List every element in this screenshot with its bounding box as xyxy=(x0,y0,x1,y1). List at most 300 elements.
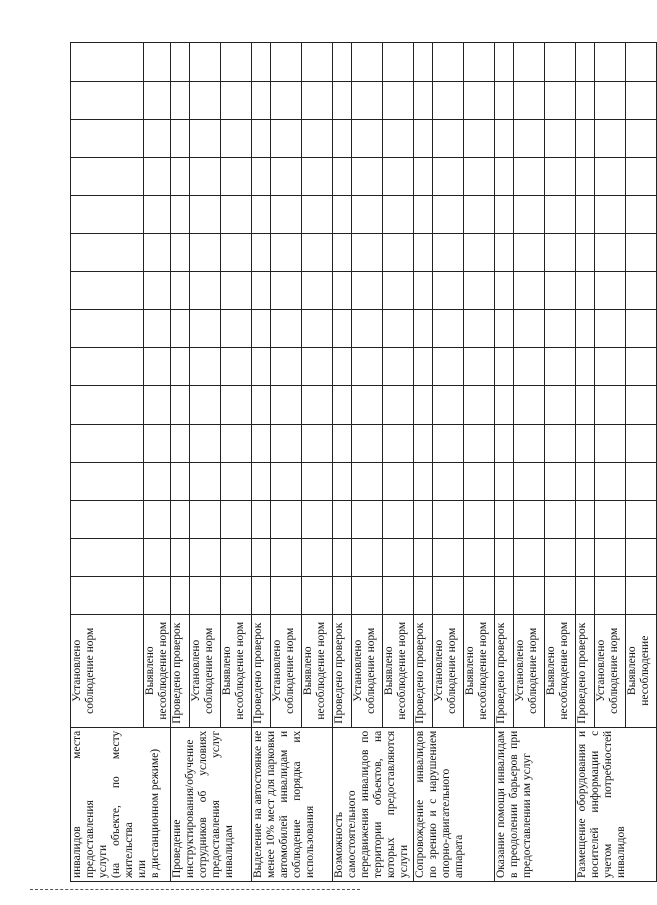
value-cell[interactable] xyxy=(333,43,352,82)
value-cell[interactable] xyxy=(595,462,626,500)
value-cell[interactable] xyxy=(576,272,595,310)
value-cell[interactable] xyxy=(144,500,171,538)
value-cell[interactable] xyxy=(302,196,333,234)
value-cell[interactable] xyxy=(433,538,464,576)
value-cell[interactable] xyxy=(595,424,626,462)
value-cell[interactable] xyxy=(71,43,144,82)
value-cell[interactable] xyxy=(171,120,190,158)
value-cell[interactable] xyxy=(414,500,433,538)
value-cell[interactable] xyxy=(433,272,464,310)
value-cell[interactable] xyxy=(144,196,171,234)
value-cell[interactable] xyxy=(495,234,514,272)
value-cell[interactable] xyxy=(271,234,302,272)
value-cell[interactable] xyxy=(433,348,464,386)
value-cell[interactable] xyxy=(352,500,383,538)
value-cell[interactable] xyxy=(71,158,144,196)
value-cell[interactable] xyxy=(71,386,144,424)
value-cell[interactable] xyxy=(576,500,595,538)
value-cell[interactable] xyxy=(626,158,657,196)
value-cell[interactable] xyxy=(433,158,464,196)
value-cell[interactable] xyxy=(514,462,545,500)
value-cell[interactable] xyxy=(414,196,433,234)
value-cell[interactable] xyxy=(545,43,576,82)
value-cell[interactable] xyxy=(576,196,595,234)
value-cell[interactable] xyxy=(352,158,383,196)
value-cell[interactable] xyxy=(71,538,144,576)
value-cell[interactable] xyxy=(383,500,414,538)
value-cell[interactable] xyxy=(595,43,626,82)
value-cell[interactable] xyxy=(221,196,252,234)
value-cell[interactable] xyxy=(626,120,657,158)
value-cell[interactable] xyxy=(333,348,352,386)
value-cell[interactable] xyxy=(433,462,464,500)
value-cell[interactable] xyxy=(221,576,252,614)
value-cell[interactable] xyxy=(221,500,252,538)
value-cell[interactable] xyxy=(190,43,221,82)
value-cell[interactable] xyxy=(626,43,657,82)
value-cell[interactable] xyxy=(414,348,433,386)
value-cell[interactable] xyxy=(545,272,576,310)
value-cell[interactable] xyxy=(144,43,171,82)
value-cell[interactable] xyxy=(464,424,495,462)
value-cell[interactable] xyxy=(514,196,545,234)
value-cell[interactable] xyxy=(171,82,190,120)
value-cell[interactable] xyxy=(71,82,144,120)
value-cell[interactable] xyxy=(190,234,221,272)
value-cell[interactable] xyxy=(433,576,464,614)
value-cell[interactable] xyxy=(302,120,333,158)
value-cell[interactable] xyxy=(414,234,433,272)
value-cell[interactable] xyxy=(190,462,221,500)
value-cell[interactable] xyxy=(495,386,514,424)
value-cell[interactable] xyxy=(514,386,545,424)
value-cell[interactable] xyxy=(576,234,595,272)
value-cell[interactable] xyxy=(352,234,383,272)
value-cell[interactable] xyxy=(171,386,190,424)
value-cell[interactable] xyxy=(352,43,383,82)
value-cell[interactable] xyxy=(464,500,495,538)
value-cell[interactable] xyxy=(576,158,595,196)
value-cell[interactable] xyxy=(495,500,514,538)
value-cell[interactable] xyxy=(414,158,433,196)
value-cell[interactable] xyxy=(352,120,383,158)
value-cell[interactable] xyxy=(414,424,433,462)
value-cell[interactable] xyxy=(433,386,464,424)
value-cell[interactable] xyxy=(383,310,414,348)
value-cell[interactable] xyxy=(271,424,302,462)
value-cell[interactable] xyxy=(383,462,414,500)
value-cell[interactable] xyxy=(352,310,383,348)
value-cell[interactable] xyxy=(71,272,144,310)
value-cell[interactable] xyxy=(495,82,514,120)
value-cell[interactable] xyxy=(495,158,514,196)
value-cell[interactable] xyxy=(414,462,433,500)
value-cell[interactable] xyxy=(626,272,657,310)
value-cell[interactable] xyxy=(352,82,383,120)
value-cell[interactable] xyxy=(71,424,144,462)
value-cell[interactable] xyxy=(144,348,171,386)
value-cell[interactable] xyxy=(414,272,433,310)
value-cell[interactable] xyxy=(595,272,626,310)
value-cell[interactable] xyxy=(433,82,464,120)
value-cell[interactable] xyxy=(595,386,626,424)
value-cell[interactable] xyxy=(545,234,576,272)
value-cell[interactable] xyxy=(171,158,190,196)
value-cell[interactable] xyxy=(171,576,190,614)
value-cell[interactable] xyxy=(190,272,221,310)
value-cell[interactable] xyxy=(271,386,302,424)
value-cell[interactable] xyxy=(333,120,352,158)
value-cell[interactable] xyxy=(190,386,221,424)
value-cell[interactable] xyxy=(144,120,171,158)
value-cell[interactable] xyxy=(71,462,144,500)
value-cell[interactable] xyxy=(333,158,352,196)
value-cell[interactable] xyxy=(271,82,302,120)
value-cell[interactable] xyxy=(626,196,657,234)
value-cell[interactable] xyxy=(595,82,626,120)
value-cell[interactable] xyxy=(190,82,221,120)
value-cell[interactable] xyxy=(190,424,221,462)
value-cell[interactable] xyxy=(302,386,333,424)
value-cell[interactable] xyxy=(333,424,352,462)
value-cell[interactable] xyxy=(464,158,495,196)
value-cell[interactable] xyxy=(595,196,626,234)
value-cell[interactable] xyxy=(514,234,545,272)
value-cell[interactable] xyxy=(190,120,221,158)
value-cell[interactable] xyxy=(464,348,495,386)
value-cell[interactable] xyxy=(271,576,302,614)
value-cell[interactable] xyxy=(333,500,352,538)
value-cell[interactable] xyxy=(414,82,433,120)
value-cell[interactable] xyxy=(514,500,545,538)
value-cell[interactable] xyxy=(352,196,383,234)
value-cell[interactable] xyxy=(464,576,495,614)
value-cell[interactable] xyxy=(171,348,190,386)
value-cell[interactable] xyxy=(302,234,333,272)
value-cell[interactable] xyxy=(333,538,352,576)
value-cell[interactable] xyxy=(252,272,271,310)
value-cell[interactable] xyxy=(333,196,352,234)
value-cell[interactable] xyxy=(71,234,144,272)
value-cell[interactable] xyxy=(271,538,302,576)
value-cell[interactable] xyxy=(383,576,414,614)
value-cell[interactable] xyxy=(383,424,414,462)
value-cell[interactable] xyxy=(252,424,271,462)
value-cell[interactable] xyxy=(545,196,576,234)
value-cell[interactable] xyxy=(271,120,302,158)
value-cell[interactable] xyxy=(352,462,383,500)
value-cell[interactable] xyxy=(144,462,171,500)
value-cell[interactable] xyxy=(333,310,352,348)
value-cell[interactable] xyxy=(414,538,433,576)
value-cell[interactable] xyxy=(545,120,576,158)
value-cell[interactable] xyxy=(464,272,495,310)
value-cell[interactable] xyxy=(252,120,271,158)
value-cell[interactable] xyxy=(495,43,514,82)
value-cell[interactable] xyxy=(252,386,271,424)
value-cell[interactable] xyxy=(626,310,657,348)
value-cell[interactable] xyxy=(514,272,545,310)
value-cell[interactable] xyxy=(595,158,626,196)
value-cell[interactable] xyxy=(352,386,383,424)
value-cell[interactable] xyxy=(464,120,495,158)
value-cell[interactable] xyxy=(545,500,576,538)
value-cell[interactable] xyxy=(514,310,545,348)
value-cell[interactable] xyxy=(495,538,514,576)
value-cell[interactable] xyxy=(383,120,414,158)
value-cell[interactable] xyxy=(383,196,414,234)
value-cell[interactable] xyxy=(221,424,252,462)
value-cell[interactable] xyxy=(545,158,576,196)
value-cell[interactable] xyxy=(433,310,464,348)
value-cell[interactable] xyxy=(595,234,626,272)
value-cell[interactable] xyxy=(464,462,495,500)
value-cell[interactable] xyxy=(221,82,252,120)
value-cell[interactable] xyxy=(514,576,545,614)
value-cell[interactable] xyxy=(576,462,595,500)
value-cell[interactable] xyxy=(414,43,433,82)
value-cell[interactable] xyxy=(333,234,352,272)
value-cell[interactable] xyxy=(144,272,171,310)
value-cell[interactable] xyxy=(414,310,433,348)
value-cell[interactable] xyxy=(71,576,144,614)
value-cell[interactable] xyxy=(190,310,221,348)
value-cell[interactable] xyxy=(352,538,383,576)
value-cell[interactable] xyxy=(271,196,302,234)
value-cell[interactable] xyxy=(464,310,495,348)
value-cell[interactable] xyxy=(221,234,252,272)
value-cell[interactable] xyxy=(595,310,626,348)
value-cell[interactable] xyxy=(302,158,333,196)
value-cell[interactable] xyxy=(252,234,271,272)
value-cell[interactable] xyxy=(71,310,144,348)
value-cell[interactable] xyxy=(252,196,271,234)
value-cell[interactable] xyxy=(252,576,271,614)
value-cell[interactable] xyxy=(433,43,464,82)
value-cell[interactable] xyxy=(464,82,495,120)
value-cell[interactable] xyxy=(495,310,514,348)
value-cell[interactable] xyxy=(576,386,595,424)
value-cell[interactable] xyxy=(464,234,495,272)
value-cell[interactable] xyxy=(514,82,545,120)
value-cell[interactable] xyxy=(626,424,657,462)
value-cell[interactable] xyxy=(302,500,333,538)
value-cell[interactable] xyxy=(383,158,414,196)
value-cell[interactable] xyxy=(333,386,352,424)
value-cell[interactable] xyxy=(433,120,464,158)
value-cell[interactable] xyxy=(595,500,626,538)
value-cell[interactable] xyxy=(221,538,252,576)
value-cell[interactable] xyxy=(333,272,352,310)
value-cell[interactable] xyxy=(302,576,333,614)
value-cell[interactable] xyxy=(595,348,626,386)
value-cell[interactable] xyxy=(190,500,221,538)
value-cell[interactable] xyxy=(495,196,514,234)
value-cell[interactable] xyxy=(514,120,545,158)
value-cell[interactable] xyxy=(144,234,171,272)
value-cell[interactable] xyxy=(495,576,514,614)
value-cell[interactable] xyxy=(414,386,433,424)
value-cell[interactable] xyxy=(71,500,144,538)
value-cell[interactable] xyxy=(626,348,657,386)
value-cell[interactable] xyxy=(576,424,595,462)
value-cell[interactable] xyxy=(576,576,595,614)
value-cell[interactable] xyxy=(495,348,514,386)
value-cell[interactable] xyxy=(495,462,514,500)
value-cell[interactable] xyxy=(221,272,252,310)
value-cell[interactable] xyxy=(271,310,302,348)
value-cell[interactable] xyxy=(221,462,252,500)
value-cell[interactable] xyxy=(171,424,190,462)
value-cell[interactable] xyxy=(171,234,190,272)
value-cell[interactable] xyxy=(464,196,495,234)
value-cell[interactable] xyxy=(514,538,545,576)
value-cell[interactable] xyxy=(464,43,495,82)
value-cell[interactable] xyxy=(171,462,190,500)
value-cell[interactable] xyxy=(71,196,144,234)
value-cell[interactable] xyxy=(626,234,657,272)
value-cell[interactable] xyxy=(252,43,271,82)
value-cell[interactable] xyxy=(433,196,464,234)
value-cell[interactable] xyxy=(352,348,383,386)
value-cell[interactable] xyxy=(302,272,333,310)
value-cell[interactable] xyxy=(352,272,383,310)
value-cell[interactable] xyxy=(383,234,414,272)
value-cell[interactable] xyxy=(626,576,657,614)
value-cell[interactable] xyxy=(595,576,626,614)
value-cell[interactable] xyxy=(352,576,383,614)
value-cell[interactable] xyxy=(545,386,576,424)
value-cell[interactable] xyxy=(252,158,271,196)
value-cell[interactable] xyxy=(514,424,545,462)
value-cell[interactable] xyxy=(144,576,171,614)
value-cell[interactable] xyxy=(271,348,302,386)
value-cell[interactable] xyxy=(514,43,545,82)
value-cell[interactable] xyxy=(190,538,221,576)
value-cell[interactable] xyxy=(221,120,252,158)
value-cell[interactable] xyxy=(190,196,221,234)
value-cell[interactable] xyxy=(144,538,171,576)
value-cell[interactable] xyxy=(252,538,271,576)
value-cell[interactable] xyxy=(352,424,383,462)
value-cell[interactable] xyxy=(302,310,333,348)
value-cell[interactable] xyxy=(171,43,190,82)
value-cell[interactable] xyxy=(545,538,576,576)
value-cell[interactable] xyxy=(545,576,576,614)
value-cell[interactable] xyxy=(144,82,171,120)
value-cell[interactable] xyxy=(545,310,576,348)
value-cell[interactable] xyxy=(302,462,333,500)
value-cell[interactable] xyxy=(302,82,333,120)
value-cell[interactable] xyxy=(144,424,171,462)
value-cell[interactable] xyxy=(464,538,495,576)
value-cell[interactable] xyxy=(302,424,333,462)
value-cell[interactable] xyxy=(71,348,144,386)
value-cell[interactable] xyxy=(383,538,414,576)
value-cell[interactable] xyxy=(433,500,464,538)
value-cell[interactable] xyxy=(221,386,252,424)
value-cell[interactable] xyxy=(271,500,302,538)
value-cell[interactable] xyxy=(595,120,626,158)
value-cell[interactable] xyxy=(383,82,414,120)
value-cell[interactable] xyxy=(190,576,221,614)
value-cell[interactable] xyxy=(545,424,576,462)
value-cell[interactable] xyxy=(495,120,514,158)
value-cell[interactable] xyxy=(252,310,271,348)
value-cell[interactable] xyxy=(333,462,352,500)
value-cell[interactable] xyxy=(221,348,252,386)
value-cell[interactable] xyxy=(626,462,657,500)
value-cell[interactable] xyxy=(545,462,576,500)
value-cell[interactable] xyxy=(464,386,495,424)
value-cell[interactable] xyxy=(171,310,190,348)
value-cell[interactable] xyxy=(171,538,190,576)
value-cell[interactable] xyxy=(383,272,414,310)
value-cell[interactable] xyxy=(495,272,514,310)
value-cell[interactable] xyxy=(545,82,576,120)
value-cell[interactable] xyxy=(71,120,144,158)
value-cell[interactable] xyxy=(576,43,595,82)
value-cell[interactable] xyxy=(252,462,271,500)
value-cell[interactable] xyxy=(221,43,252,82)
value-cell[interactable] xyxy=(271,462,302,500)
value-cell[interactable] xyxy=(595,538,626,576)
value-cell[interactable] xyxy=(383,43,414,82)
value-cell[interactable] xyxy=(302,348,333,386)
value-cell[interactable] xyxy=(190,158,221,196)
value-cell[interactable] xyxy=(576,82,595,120)
value-cell[interactable] xyxy=(271,158,302,196)
value-cell[interactable] xyxy=(144,386,171,424)
value-cell[interactable] xyxy=(383,348,414,386)
value-cell[interactable] xyxy=(252,82,271,120)
value-cell[interactable] xyxy=(433,424,464,462)
value-cell[interactable] xyxy=(495,424,514,462)
value-cell[interactable] xyxy=(626,538,657,576)
value-cell[interactable] xyxy=(302,538,333,576)
value-cell[interactable] xyxy=(626,386,657,424)
value-cell[interactable] xyxy=(171,500,190,538)
value-cell[interactable] xyxy=(221,310,252,348)
value-cell[interactable] xyxy=(171,196,190,234)
value-cell[interactable] xyxy=(144,158,171,196)
value-cell[interactable] xyxy=(271,43,302,82)
value-cell[interactable] xyxy=(302,43,333,82)
value-cell[interactable] xyxy=(144,310,171,348)
value-cell[interactable] xyxy=(383,386,414,424)
value-cell[interactable] xyxy=(576,348,595,386)
value-cell[interactable] xyxy=(576,120,595,158)
value-cell[interactable] xyxy=(333,576,352,614)
value-cell[interactable] xyxy=(545,348,576,386)
value-cell[interactable] xyxy=(414,120,433,158)
value-cell[interactable] xyxy=(221,158,252,196)
value-cell[interactable] xyxy=(433,234,464,272)
value-cell[interactable] xyxy=(576,310,595,348)
value-cell[interactable] xyxy=(333,82,352,120)
value-cell[interactable] xyxy=(626,500,657,538)
value-cell[interactable] xyxy=(271,272,302,310)
value-cell[interactable] xyxy=(414,576,433,614)
value-cell[interactable] xyxy=(252,500,271,538)
value-cell[interactable] xyxy=(190,348,221,386)
value-cell[interactable] xyxy=(171,272,190,310)
value-cell[interactable] xyxy=(626,82,657,120)
value-cell[interactable] xyxy=(514,158,545,196)
value-cell[interactable] xyxy=(252,348,271,386)
value-cell[interactable] xyxy=(514,348,545,386)
value-cell[interactable] xyxy=(576,538,595,576)
